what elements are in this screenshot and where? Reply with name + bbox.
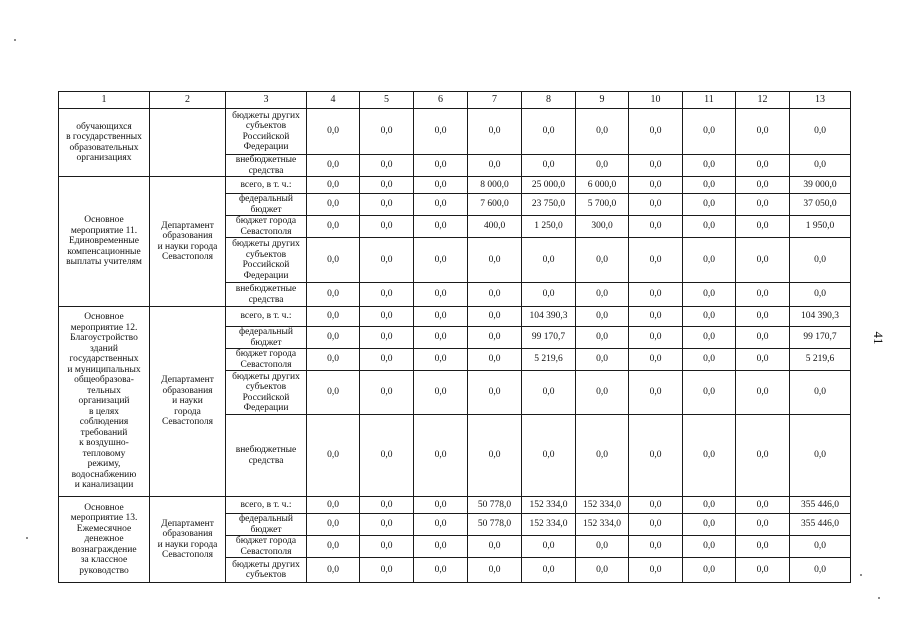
table-row bbox=[59, 497, 851, 514]
value-cell: 0,0 bbox=[414, 415, 468, 497]
measure-cell: Основное мероприятие 11. Единовременные компенсационные выплаты учителям bbox=[59, 177, 150, 307]
scan-speck bbox=[26, 537, 28, 539]
value-cell: 0,0 bbox=[414, 194, 468, 216]
value-cell: 0,0 bbox=[414, 307, 468, 327]
header-cell: 7 bbox=[468, 92, 522, 109]
funding-source-cell: всего, в т. ч.: bbox=[226, 497, 307, 514]
value-cell: 0,0 bbox=[414, 371, 468, 415]
value-cell: 0,0 bbox=[360, 109, 414, 155]
value-cell: 0,0 bbox=[360, 558, 414, 583]
value-cell: 0,0 bbox=[683, 109, 736, 155]
value-cell: 0,0 bbox=[307, 327, 360, 349]
value-cell: 8 000,0 bbox=[468, 177, 522, 194]
value-cell: 0,0 bbox=[576, 349, 629, 371]
value-cell: 0,0 bbox=[576, 283, 629, 307]
header-cell: 2 bbox=[150, 92, 226, 109]
value-cell: 0,0 bbox=[736, 514, 790, 536]
value-cell: 0,0 bbox=[736, 558, 790, 583]
value-cell: 99 170,7 bbox=[790, 327, 851, 349]
scan-speck bbox=[878, 597, 880, 599]
value-cell: 0,0 bbox=[683, 536, 736, 558]
value-cell: 23 750,0 bbox=[522, 194, 576, 216]
value-cell: 25 000,0 bbox=[522, 177, 576, 194]
measure-cell: Основное мероприятие 13. Ежемесячное денежное вознаграждение за классное руководство bbox=[59, 497, 150, 583]
value-cell: 0,0 bbox=[790, 371, 851, 415]
value-cell: 0,0 bbox=[683, 349, 736, 371]
header-row bbox=[59, 92, 851, 109]
value-cell: 0,0 bbox=[522, 155, 576, 177]
value-cell: 0,0 bbox=[576, 155, 629, 177]
value-cell: 0,0 bbox=[414, 514, 468, 536]
value-cell: 0,0 bbox=[576, 536, 629, 558]
value-cell: 0,0 bbox=[307, 514, 360, 536]
value-cell: 0,0 bbox=[414, 155, 468, 177]
value-cell: 0,0 bbox=[307, 155, 360, 177]
value-cell: 0,0 bbox=[522, 415, 576, 497]
funding-source-cell: федеральный бюджет bbox=[226, 327, 307, 349]
value-cell: 0,0 bbox=[522, 536, 576, 558]
value-cell: 0,0 bbox=[360, 349, 414, 371]
value-cell: 0,0 bbox=[360, 283, 414, 307]
header-cell: 10 bbox=[629, 92, 683, 109]
value-cell: 0,0 bbox=[683, 194, 736, 216]
value-cell: 0,0 bbox=[468, 307, 522, 327]
value-cell: 0,0 bbox=[736, 371, 790, 415]
value-cell: 0,0 bbox=[629, 497, 683, 514]
funding-source-cell: бюджет города Севастополя bbox=[226, 536, 307, 558]
value-cell: 152 334,0 bbox=[522, 514, 576, 536]
value-cell: 0,0 bbox=[414, 109, 468, 155]
value-cell: 0,0 bbox=[736, 177, 790, 194]
value-cell: 0,0 bbox=[629, 558, 683, 583]
value-cell: 39 000,0 bbox=[790, 177, 851, 194]
value-cell: 0,0 bbox=[468, 536, 522, 558]
value-cell: 5 219,6 bbox=[790, 349, 851, 371]
funding-source-cell: бюджеты других субъектов Российской Федерации bbox=[226, 238, 307, 283]
value-cell: 0,0 bbox=[736, 536, 790, 558]
value-cell: 0,0 bbox=[736, 155, 790, 177]
value-cell: 0,0 bbox=[790, 155, 851, 177]
value-cell: 0,0 bbox=[360, 155, 414, 177]
value-cell: 0,0 bbox=[683, 155, 736, 177]
scan-speck bbox=[860, 574, 862, 576]
value-cell: 0,0 bbox=[414, 327, 468, 349]
value-cell: 0,0 bbox=[522, 558, 576, 583]
value-cell: 0,0 bbox=[468, 558, 522, 583]
value-cell: 0,0 bbox=[736, 415, 790, 497]
funding-source-cell: федеральный бюджет bbox=[226, 514, 307, 536]
header-cell: 9 bbox=[576, 92, 629, 109]
value-cell: 0,0 bbox=[307, 349, 360, 371]
value-cell: 0,0 bbox=[576, 371, 629, 415]
value-cell: 0,0 bbox=[468, 109, 522, 155]
value-cell: 0,0 bbox=[468, 155, 522, 177]
funding-source-cell: бюджеты других субъектов Российской Федерации bbox=[226, 371, 307, 415]
value-cell: 400,0 bbox=[468, 216, 522, 238]
header-cell: 6 bbox=[414, 92, 468, 109]
value-cell: 0,0 bbox=[307, 307, 360, 327]
value-cell: 0,0 bbox=[468, 415, 522, 497]
value-cell: 0,0 bbox=[576, 307, 629, 327]
value-cell: 0,0 bbox=[522, 371, 576, 415]
value-cell: 0,0 bbox=[683, 371, 736, 415]
value-cell: 0,0 bbox=[414, 283, 468, 307]
value-cell: 0,0 bbox=[683, 327, 736, 349]
value-cell: 0,0 bbox=[629, 216, 683, 238]
value-cell: 0,0 bbox=[629, 371, 683, 415]
value-cell: 0,0 bbox=[629, 283, 683, 307]
value-cell: 152 334,0 bbox=[576, 514, 629, 536]
value-cell: 0,0 bbox=[468, 283, 522, 307]
header-cell: 8 bbox=[522, 92, 576, 109]
value-cell: 0,0 bbox=[683, 558, 736, 583]
value-cell: 300,0 bbox=[576, 216, 629, 238]
value-cell: 0,0 bbox=[629, 177, 683, 194]
funding-source-cell: бюджет города Севастополя bbox=[226, 349, 307, 371]
value-cell: 0,0 bbox=[360, 307, 414, 327]
value-cell: 0,0 bbox=[629, 327, 683, 349]
value-cell: 0,0 bbox=[576, 327, 629, 349]
value-cell: 0,0 bbox=[576, 415, 629, 497]
value-cell: 0,0 bbox=[629, 155, 683, 177]
funding-source-cell: всего, в т. ч.: bbox=[226, 177, 307, 194]
value-cell: 0,0 bbox=[683, 415, 736, 497]
funding-source-cell: внебюджетные средства bbox=[226, 155, 307, 177]
value-cell: 0,0 bbox=[360, 497, 414, 514]
value-cell: 0,0 bbox=[790, 415, 851, 497]
value-cell: 0,0 bbox=[307, 371, 360, 415]
header-cell: 4 bbox=[307, 92, 360, 109]
value-cell: 0,0 bbox=[468, 327, 522, 349]
executor-cell: Департамент образования и науки города Севастополя bbox=[150, 177, 226, 307]
value-cell: 0,0 bbox=[790, 558, 851, 583]
header-cell: 11 bbox=[683, 92, 736, 109]
value-cell: 0,0 bbox=[522, 283, 576, 307]
funding-source-cell: внебюджетные средства bbox=[226, 283, 307, 307]
executor-cell bbox=[150, 109, 226, 177]
value-cell: 0,0 bbox=[414, 349, 468, 371]
value-cell: 0,0 bbox=[307, 238, 360, 283]
value-cell: 0,0 bbox=[360, 371, 414, 415]
value-cell: 0,0 bbox=[414, 497, 468, 514]
value-cell: 0,0 bbox=[790, 536, 851, 558]
value-cell: 6 000,0 bbox=[576, 177, 629, 194]
funding-source-cell: внебюджетные средства bbox=[226, 415, 307, 497]
value-cell: 0,0 bbox=[360, 238, 414, 283]
value-cell: 0,0 bbox=[307, 109, 360, 155]
value-cell: 0,0 bbox=[629, 307, 683, 327]
value-cell: 0,0 bbox=[576, 558, 629, 583]
value-cell: 0,0 bbox=[414, 558, 468, 583]
value-cell: 0,0 bbox=[736, 216, 790, 238]
value-cell: 0,0 bbox=[629, 349, 683, 371]
value-cell: 0,0 bbox=[683, 514, 736, 536]
value-cell: 0,0 bbox=[683, 238, 736, 283]
value-cell: 0,0 bbox=[736, 497, 790, 514]
value-cell: 0,0 bbox=[360, 177, 414, 194]
value-cell: 0,0 bbox=[307, 216, 360, 238]
table-row bbox=[59, 177, 851, 194]
funding-source-cell: бюджет города Севастополя bbox=[226, 216, 307, 238]
value-cell: 0,0 bbox=[522, 109, 576, 155]
value-cell: 0,0 bbox=[683, 177, 736, 194]
funding-source-cell: бюджеты других субъектов bbox=[226, 558, 307, 583]
value-cell: 5 700,0 bbox=[576, 194, 629, 216]
value-cell: 0,0 bbox=[468, 238, 522, 283]
value-cell: 0,0 bbox=[629, 536, 683, 558]
value-cell: 0,0 bbox=[790, 109, 851, 155]
value-cell: 104 390,3 bbox=[522, 307, 576, 327]
value-cell: 0,0 bbox=[360, 536, 414, 558]
value-cell: 0,0 bbox=[629, 238, 683, 283]
value-cell: 0,0 bbox=[629, 514, 683, 536]
value-cell: 355 446,0 bbox=[790, 497, 851, 514]
value-cell: 0,0 bbox=[683, 307, 736, 327]
table-row bbox=[59, 109, 851, 155]
value-cell: 0,0 bbox=[468, 371, 522, 415]
value-cell: 50 778,0 bbox=[468, 514, 522, 536]
value-cell: 152 334,0 bbox=[522, 497, 576, 514]
value-cell: 0,0 bbox=[360, 514, 414, 536]
value-cell: 0,0 bbox=[307, 283, 360, 307]
value-cell: 0,0 bbox=[736, 238, 790, 283]
value-cell: 0,0 bbox=[360, 415, 414, 497]
value-cell: 0,0 bbox=[307, 415, 360, 497]
value-cell: 0,0 bbox=[414, 238, 468, 283]
value-cell: 0,0 bbox=[360, 194, 414, 216]
value-cell: 0,0 bbox=[683, 216, 736, 238]
budget-table bbox=[58, 91, 851, 583]
executor-cell: Департамент образования и науки города Севастополя bbox=[150, 497, 226, 583]
funding-source-cell: бюджеты других субъектов Российской Федерации bbox=[226, 109, 307, 155]
value-cell: 0,0 bbox=[790, 283, 851, 307]
value-cell: 0,0 bbox=[307, 177, 360, 194]
value-cell: 5 219,6 bbox=[522, 349, 576, 371]
header-cell: 3 bbox=[226, 92, 307, 109]
header-cell: 1 bbox=[59, 92, 150, 109]
value-cell: 7 600,0 bbox=[468, 194, 522, 216]
value-cell: 104 390,3 bbox=[790, 307, 851, 327]
header-cell: 13 bbox=[790, 92, 851, 109]
value-cell: 0,0 bbox=[736, 307, 790, 327]
funding-source-cell: всего, в т. ч.: bbox=[226, 307, 307, 327]
value-cell: 0,0 bbox=[414, 216, 468, 238]
header-cell: 5 bbox=[360, 92, 414, 109]
value-cell: 0,0 bbox=[683, 497, 736, 514]
value-cell: 0,0 bbox=[360, 327, 414, 349]
value-cell: 0,0 bbox=[307, 194, 360, 216]
value-cell: 0,0 bbox=[307, 536, 360, 558]
value-cell: 0,0 bbox=[414, 177, 468, 194]
value-cell: 0,0 bbox=[307, 558, 360, 583]
header-cell: 12 bbox=[736, 92, 790, 109]
value-cell: 37 050,0 bbox=[790, 194, 851, 216]
value-cell: 0,0 bbox=[790, 238, 851, 283]
measure-cell: обучающихся в государственных образовательных организациях bbox=[59, 109, 150, 177]
value-cell: 0,0 bbox=[468, 349, 522, 371]
budget-table-body bbox=[59, 92, 851, 583]
value-cell: 0,0 bbox=[414, 536, 468, 558]
value-cell: 0,0 bbox=[736, 327, 790, 349]
value-cell: 99 170,7 bbox=[522, 327, 576, 349]
value-cell: 0,0 bbox=[736, 194, 790, 216]
value-cell: 1 950,0 bbox=[790, 216, 851, 238]
value-cell: 0,0 bbox=[736, 109, 790, 155]
value-cell: 0,0 bbox=[522, 238, 576, 283]
executor-cell: Департамент образования и науки города Севастополя bbox=[150, 307, 226, 497]
funding-source-cell: федеральный бюджет bbox=[226, 194, 307, 216]
value-cell: 152 334,0 bbox=[576, 497, 629, 514]
value-cell: 0,0 bbox=[576, 238, 629, 283]
value-cell: 0,0 bbox=[629, 194, 683, 216]
measure-cell: Основное мероприятие 12. Благоустройство зданий государственных и муниципальных общеобразова- тельных организаций в целях соблюдения требований к воздушно- тепловому режиму, водоснабжению и канализации bbox=[59, 307, 150, 497]
value-cell: 0,0 bbox=[307, 497, 360, 514]
value-cell: 0,0 bbox=[629, 415, 683, 497]
value-cell: 0,0 bbox=[576, 109, 629, 155]
value-cell: 0,0 bbox=[683, 283, 736, 307]
page-number: 41 bbox=[871, 331, 886, 345]
value-cell: 1 250,0 bbox=[522, 216, 576, 238]
value-cell: 0,0 bbox=[736, 349, 790, 371]
value-cell: 355 446,0 bbox=[790, 514, 851, 536]
value-cell: 0,0 bbox=[360, 216, 414, 238]
value-cell: 0,0 bbox=[736, 283, 790, 307]
value-cell: 0,0 bbox=[629, 109, 683, 155]
scan-speck bbox=[14, 39, 16, 41]
value-cell: 50 778,0 bbox=[468, 497, 522, 514]
table-row bbox=[59, 307, 851, 327]
